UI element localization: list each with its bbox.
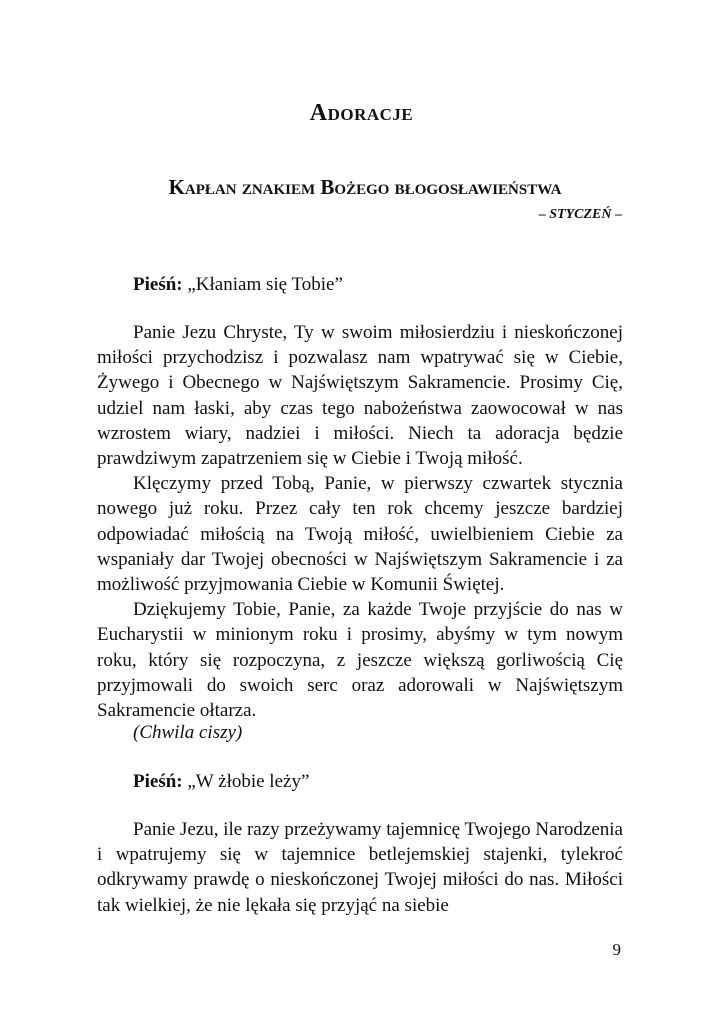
month-label: – STYCZEŃ – [538,207,622,222]
song-title: „W żłobie leży” [187,771,310,792]
section-subtitle: Kapłan znakiem Bożego błogosławieństwa [168,175,562,199]
paragraph: Panie Jezu Chryste, Ty w swoim miłosierdziu i nieskończonej miłości przychodzisz i pozwalasz nam wpatrywać się w Ciebie, Żywego i Obecnego w Najświętszym Sakramencie. Prosimy Cię, udziel nam łaski, aby czas tego nabożeństwa zaowocował w nas wzrostem wiary, nadziei i miłości. Niech ta adoracja będzie prawdziwym zapatrzeniem się w Ciebie i Twoją miłość. [97,322,623,470]
song-line-1 [97,272,623,297]
page-number: 9 [612,940,621,959]
text-block-2 [97,817,623,918]
paragraph: Dziękujemy Tobie, Panie, za każde Twoje przyjście do nas w Eucharystii w minionym roku i prosimy, abyśmy w tym nowym roku, który się rozpoczyna, z jeszcze większą gorliwością Cię przyjmowali do swoich serc oraz adorowali w Najświętszym Sakramencie ołtarza. [97,599,623,722]
paragraph: Klęczymy przed Tobą, Panie, w pierwszy czwartek stycznia nowego już roku. Przez cały ten rok chcemy jeszcze bardziej odpowiadać miłością na Twoją miłość, uwielbieniem Ciebie za wspaniały dar Twojej obecności w Najświętszym Sakramencie i za możliwość przyjmowania Ciebie w Komunii Świętej. [97,473,623,596]
song-label: Pieśń: [133,274,183,295]
song-title: „Kłaniam się Tobie” [187,274,343,295]
text-block-1 [97,320,623,723]
page-title: Adoracje [309,100,414,126]
song-line-2 [97,769,623,794]
song-label: Pieśń: [133,771,183,792]
paragraph: Panie Jezu, ile razy przeżywamy tajemnicę Twojego Narodzenia i wpatrujemy się w tajemnice betlejemskiej stajenki, tylekroć odkrywamy prawdę o nieskończonej Twojej miłości do nas. Miłości tak wielkiej, że nie lękała się przyjąć na siebie [97,819,623,916]
pause-line [97,720,623,745]
pause-text: (Chwila ciszy) [133,722,243,743]
